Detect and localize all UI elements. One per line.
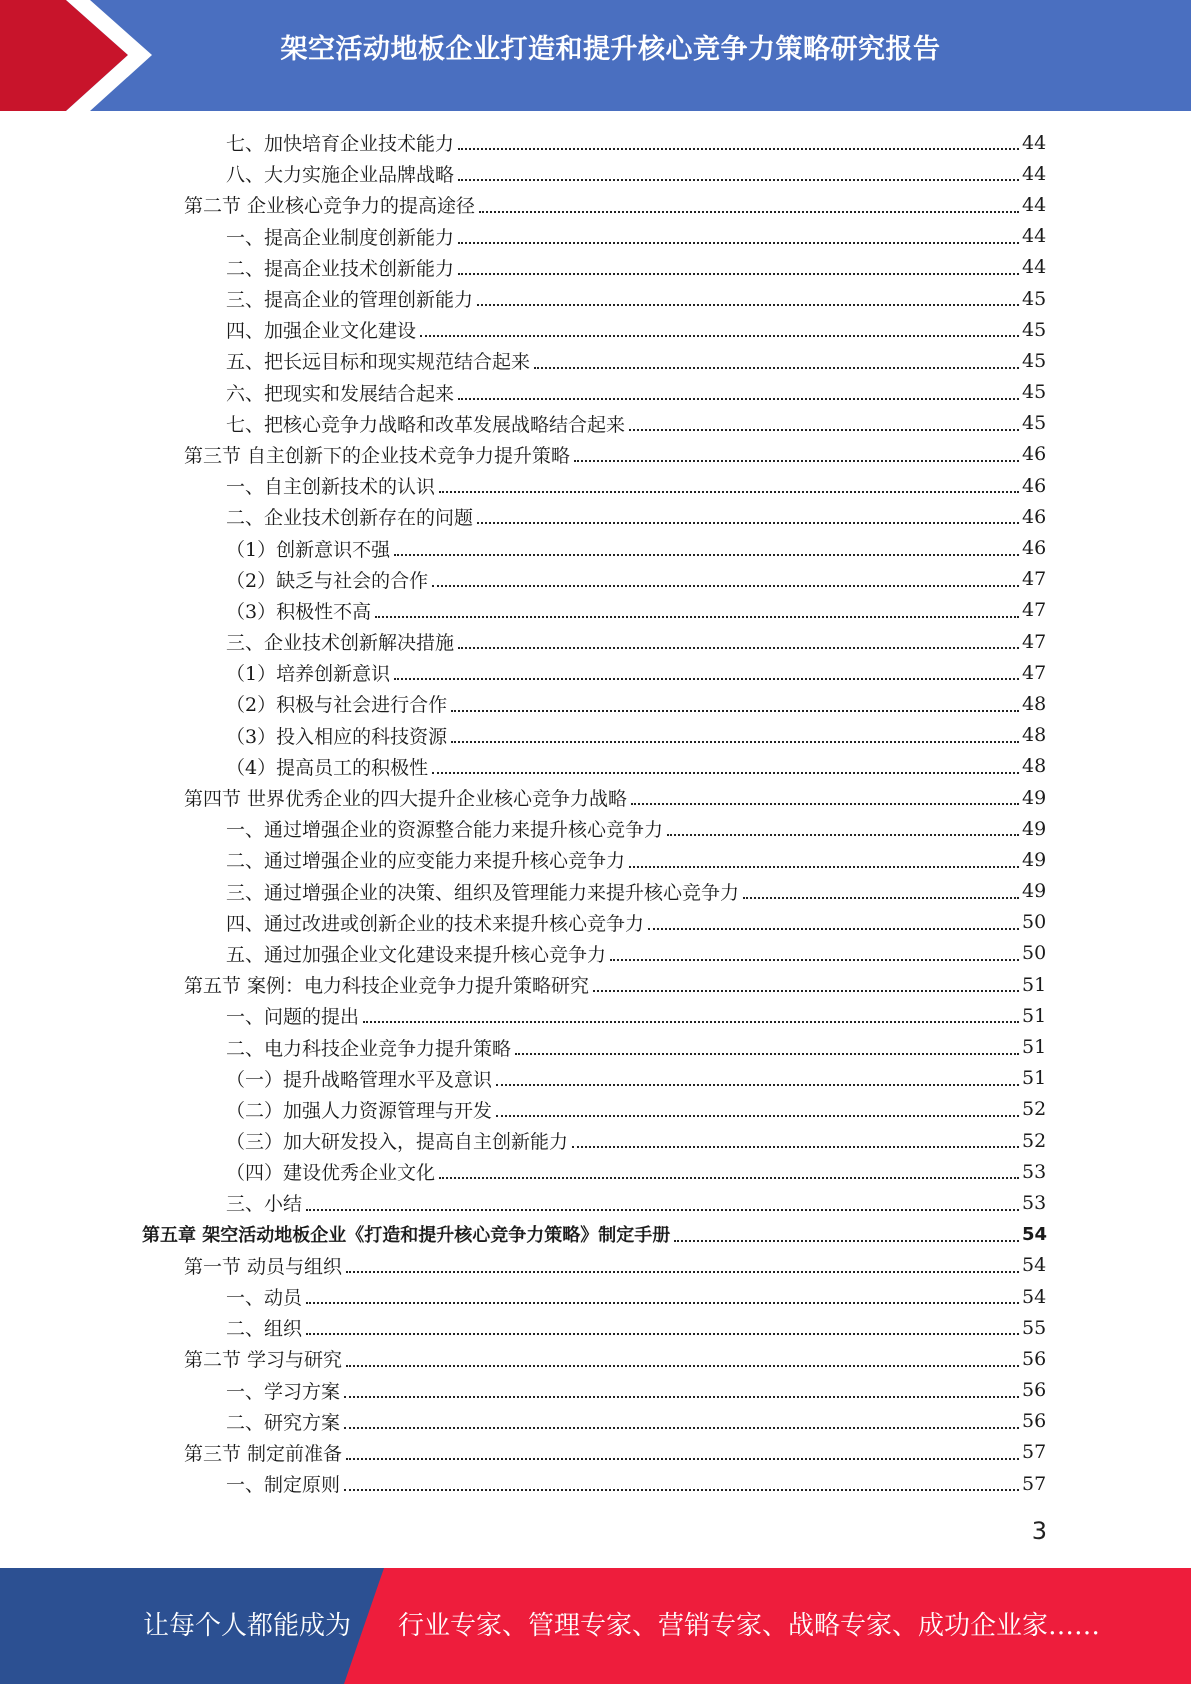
toc-page-number: 45 bbox=[1022, 287, 1047, 310]
toc-dot-leader bbox=[451, 705, 1019, 712]
toc-entry-title: 二、企业技术创新存在的问题 bbox=[226, 507, 474, 530]
toc-subsection-entry[interactable] bbox=[0, 1000, 1191, 1031]
toc-entry-title: （3）积极性不高 bbox=[226, 600, 372, 623]
page-footer bbox=[0, 1568, 1191, 1684]
toc-dot-leader bbox=[574, 455, 1019, 462]
toc-entry-title: （二）加强人力资源管理与开发 bbox=[226, 1099, 493, 1122]
toc-page-number: 44 bbox=[1022, 225, 1047, 248]
toc-dot-leader bbox=[346, 1360, 1019, 1367]
toc-subsection-entry[interactable] bbox=[0, 221, 1191, 252]
toc-entry-title: （1）培养创新意识 bbox=[226, 663, 391, 686]
toc-subsection-entry[interactable] bbox=[0, 470, 1191, 501]
toc-subsection-entry[interactable] bbox=[0, 408, 1191, 439]
toc-dot-leader bbox=[515, 1048, 1019, 1055]
toc-dot-leader bbox=[458, 237, 1019, 244]
toc-entry-title: 二、组织 bbox=[226, 1318, 303, 1341]
toc-entry-title: 四、加强企业文化建设 bbox=[226, 320, 417, 343]
toc-section-entry[interactable] bbox=[0, 969, 1191, 1000]
toc-page-number: 45 bbox=[1022, 381, 1047, 404]
toc-entry-title: 二、提高企业技术创新能力 bbox=[226, 257, 455, 280]
toc-dot-leader bbox=[477, 299, 1019, 306]
toc-entry-title: 一、通过增强企业的资源整合能力来提升核心竞争力 bbox=[226, 819, 664, 842]
toc-dot-leader bbox=[674, 1235, 1019, 1242]
toc-dot-leader bbox=[496, 1079, 1019, 1086]
toc-dot-leader bbox=[306, 1204, 1019, 1211]
toc-dot-leader bbox=[458, 143, 1019, 150]
toc-page-number: 47 bbox=[1022, 599, 1047, 622]
toc-page-number: 48 bbox=[1022, 692, 1047, 715]
toc-entry-title: 第三节 自主创新下的企业技术竞争力提升策略 bbox=[184, 444, 571, 467]
toc-entry-title: 一、学习方案 bbox=[226, 1380, 341, 1403]
toc-subsection-entry[interactable] bbox=[0, 345, 1191, 376]
toc-page-number: 47 bbox=[1022, 630, 1047, 653]
toc-subsection-entry[interactable] bbox=[0, 1063, 1191, 1094]
toc-entry-title: 二、研究方案 bbox=[226, 1411, 341, 1434]
toc-subsection-entry[interactable] bbox=[0, 377, 1191, 408]
toc-entry-title: 七、加快培育企业技术能力 bbox=[226, 133, 455, 156]
toc-page-number: 56 bbox=[1022, 1410, 1047, 1433]
toc-page-number: 48 bbox=[1022, 755, 1047, 778]
toc-subsection-entry[interactable] bbox=[0, 127, 1191, 158]
toc-entry-title: （2）缺乏与社会的合作 bbox=[226, 569, 429, 592]
toc-entry-title: （2）积极与社会进行合作 bbox=[226, 694, 448, 717]
toc-dot-leader bbox=[432, 767, 1019, 774]
toc-entry-title: 二、通过增强企业的应变能力来提升核心竞争力 bbox=[226, 850, 626, 873]
toc-dot-leader bbox=[477, 517, 1019, 524]
toc-page-number: 56 bbox=[1022, 1347, 1047, 1370]
toc-entry-title: 第二节 学习与研究 bbox=[184, 1349, 343, 1372]
toc-entry-title: 一、问题的提出 bbox=[226, 1006, 360, 1029]
toc-subsection-entry[interactable] bbox=[0, 252, 1191, 283]
toc-subsection-entry[interactable] bbox=[0, 938, 1191, 969]
toc-dot-leader bbox=[572, 1141, 1019, 1148]
toc-dot-leader bbox=[439, 1172, 1019, 1179]
toc-page-number: 48 bbox=[1022, 724, 1047, 747]
toc-dot-leader bbox=[458, 642, 1019, 649]
toc-dot-leader bbox=[306, 1328, 1019, 1335]
toc-page-number: 55 bbox=[1022, 1316, 1047, 1339]
toc-subsection-entry[interactable] bbox=[0, 1312, 1191, 1343]
toc-page-number: 51 bbox=[1022, 1067, 1047, 1090]
toc-entry-title: 二、电力科技企业竞争力提升策略 bbox=[226, 1037, 512, 1060]
toc-subsection-entry[interactable] bbox=[0, 595, 1191, 626]
toc-dot-leader bbox=[667, 829, 1019, 836]
footer-roles: 行业专家、管理专家、营销专家、战略专家、成功企业家…… bbox=[398, 1611, 1101, 1641]
toc-entry-title: 一、自主创新技术的认识 bbox=[226, 476, 436, 499]
toc-dot-leader bbox=[394, 673, 1019, 680]
toc-page-number: 49 bbox=[1022, 817, 1047, 840]
toc-subsection-entry[interactable] bbox=[0, 751, 1191, 782]
toc-subsection-entry[interactable] bbox=[0, 1375, 1191, 1406]
toc-entry-title: 三、企业技术创新解决措施 bbox=[226, 632, 455, 655]
toc-dot-leader bbox=[610, 954, 1019, 961]
toc-page-number: 57 bbox=[1022, 1441, 1047, 1464]
toc-dot-leader bbox=[306, 1297, 1019, 1304]
toc-subsection-entry[interactable] bbox=[0, 720, 1191, 751]
toc-page-number: 44 bbox=[1022, 256, 1047, 279]
toc-page-number: 46 bbox=[1022, 443, 1047, 466]
toc-entry-title: 第一节 动员与组织 bbox=[184, 1255, 343, 1278]
toc-page-number: 54 bbox=[1022, 1223, 1048, 1245]
toc-page-number: 45 bbox=[1022, 318, 1047, 341]
toc-subsection-entry[interactable] bbox=[0, 844, 1191, 875]
toc-subsection-entry[interactable] bbox=[0, 314, 1191, 345]
toc-subsection-entry[interactable] bbox=[0, 1094, 1191, 1125]
toc-page-number: 44 bbox=[1022, 193, 1047, 216]
toc-dot-leader bbox=[375, 611, 1019, 618]
toc-subsection-entry[interactable] bbox=[0, 1281, 1191, 1312]
toc-entry-title: 六、把现实和发展结合起来 bbox=[226, 382, 455, 405]
toc-dot-leader bbox=[534, 362, 1019, 369]
toc-subsection-entry[interactable] bbox=[0, 1031, 1191, 1062]
toc-entry-title: （一）提升战略管理水平及意识 bbox=[226, 1068, 493, 1091]
toc-dot-leader bbox=[496, 1110, 1019, 1117]
toc-entry-title: （1）创新意识不强 bbox=[226, 538, 391, 561]
toc-dot-leader bbox=[629, 861, 1019, 868]
toc-section-entry[interactable] bbox=[0, 1250, 1191, 1281]
toc-subsection-entry[interactable] bbox=[0, 813, 1191, 844]
toc-subsection-entry[interactable] bbox=[0, 876, 1191, 907]
toc-entry-title: 第四节 世界优秀企业的四大提升企业核心竞争力战略 bbox=[184, 788, 628, 811]
toc-page-number: 51 bbox=[1022, 1004, 1047, 1027]
toc-subsection-entry[interactable] bbox=[0, 283, 1191, 314]
toc-page-number: 53 bbox=[1022, 1160, 1047, 1183]
toc-subsection-entry[interactable] bbox=[0, 1125, 1191, 1156]
toc-page-number: 50 bbox=[1022, 911, 1047, 934]
toc-entry-title: 三、提高企业的管理创新能力 bbox=[226, 289, 474, 312]
toc-dot-leader bbox=[479, 206, 1019, 213]
toc-page-number: 46 bbox=[1022, 474, 1047, 497]
toc-entry-title: 五、通过加强企业文化建设来提升核心竞争力 bbox=[226, 943, 607, 966]
toc-page-number: 57 bbox=[1022, 1472, 1047, 1495]
toc-page-number: 50 bbox=[1022, 942, 1047, 965]
toc-subsection-entry[interactable] bbox=[0, 564, 1191, 595]
toc-subsection-entry[interactable] bbox=[0, 158, 1191, 189]
toc-entry-title: （四）建设优秀企业文化 bbox=[226, 1162, 436, 1185]
toc-entry-title: 四、通过改进或创新企业的技术来提升核心竞争力 bbox=[226, 912, 645, 935]
toc-page-number: 45 bbox=[1022, 349, 1047, 372]
toc-dot-leader bbox=[394, 549, 1019, 556]
toc-subsection-entry[interactable] bbox=[0, 1187, 1191, 1218]
toc-entry-title: 三、通过增强企业的决策、组织及管理能力来提升核心竞争力 bbox=[226, 881, 740, 904]
toc-dot-leader bbox=[648, 923, 1019, 930]
toc-dot-leader bbox=[593, 985, 1019, 992]
toc-dot-leader bbox=[363, 1016, 1019, 1023]
toc-subsection-entry[interactable] bbox=[0, 501, 1191, 532]
toc-dot-leader bbox=[458, 174, 1019, 181]
toc-dot-leader bbox=[432, 580, 1019, 587]
toc-page-number: 51 bbox=[1022, 973, 1047, 996]
toc-page-number: 52 bbox=[1022, 1129, 1047, 1152]
toc-page-number: 56 bbox=[1022, 1379, 1047, 1402]
toc-entry-title: 一、提高企业制度创新能力 bbox=[226, 226, 455, 249]
toc-subsection-entry[interactable] bbox=[0, 1406, 1191, 1437]
toc-entry-title: 七、把核心竞争力战略和改革发展战略结合起来 bbox=[226, 413, 626, 436]
toc-entry-title: 第五节 案例：电力科技企业竞争力提升策略研究 bbox=[184, 975, 590, 998]
toc-subsection-entry[interactable] bbox=[0, 1468, 1191, 1499]
toc-section-entry[interactable] bbox=[0, 189, 1191, 220]
toc-entry-title: 三、小结 bbox=[226, 1193, 303, 1216]
toc-page-number: 46 bbox=[1022, 505, 1047, 528]
toc-dot-leader bbox=[631, 798, 1019, 805]
page-number: 3 bbox=[1031, 1517, 1047, 1545]
toc-subsection-entry[interactable] bbox=[0, 626, 1191, 657]
toc-dot-leader bbox=[743, 892, 1019, 899]
toc-entry-title: （3）投入相应的科技资源 bbox=[226, 725, 448, 748]
toc-page-number: 44 bbox=[1022, 162, 1047, 185]
toc-page-number: 47 bbox=[1022, 568, 1047, 591]
toc-dot-leader bbox=[346, 1266, 1019, 1273]
toc-page-number: 44 bbox=[1022, 131, 1047, 154]
toc-entry-title: 第五章 架空活动地板企业《打造和提升核心竞争力策略》制定手册 bbox=[142, 1225, 671, 1247]
toc-dot-leader bbox=[458, 268, 1019, 275]
toc-subsection-entry[interactable] bbox=[0, 907, 1191, 938]
toc-chapter-entry[interactable] bbox=[0, 1219, 1191, 1250]
toc-subsection-entry[interactable] bbox=[0, 657, 1191, 688]
toc-dot-leader bbox=[439, 486, 1019, 493]
toc-section-entry[interactable] bbox=[0, 439, 1191, 470]
toc-entry-title: 八、大力实施企业品牌战略 bbox=[226, 164, 455, 187]
toc-page-number: 49 bbox=[1022, 848, 1047, 871]
toc-page-number: 51 bbox=[1022, 1036, 1047, 1059]
footer-slogan: 让每个人都能成为 bbox=[143, 1611, 352, 1641]
toc-dot-leader bbox=[451, 736, 1019, 743]
report-title: 架空活动地板企业打造和提升核心竞争力策略研究报告 bbox=[280, 34, 941, 65]
toc-page-number: 45 bbox=[1022, 412, 1047, 435]
toc-page-number: 46 bbox=[1022, 537, 1047, 560]
toc-dot-leader bbox=[344, 1422, 1019, 1429]
toc-subsection-entry[interactable] bbox=[0, 688, 1191, 719]
toc-page-number: 54 bbox=[1022, 1254, 1047, 1277]
toc-page-number: 47 bbox=[1022, 661, 1047, 684]
toc-entry-title: 一、制定原则 bbox=[226, 1474, 341, 1497]
page-header bbox=[0, 0, 1191, 111]
toc-dot-leader bbox=[344, 1484, 1019, 1491]
toc-entry-title: （三）加大研发投入，提高自主创新能力 bbox=[226, 1131, 569, 1154]
toc-subsection-entry[interactable] bbox=[0, 1156, 1191, 1187]
table-of-contents bbox=[0, 127, 1191, 1499]
toc-dot-leader bbox=[344, 1391, 1019, 1398]
toc-dot-leader bbox=[420, 330, 1019, 337]
toc-page-number: 49 bbox=[1022, 880, 1047, 903]
toc-page-number: 53 bbox=[1022, 1191, 1047, 1214]
toc-section-entry[interactable] bbox=[0, 1343, 1191, 1374]
toc-entry-title: 一、动员 bbox=[226, 1287, 303, 1310]
toc-entry-title: 第二节 企业核心竞争力的提高途径 bbox=[184, 195, 476, 218]
toc-section-entry[interactable] bbox=[0, 1437, 1191, 1468]
toc-subsection-entry[interactable] bbox=[0, 532, 1191, 563]
toc-entry-title: （4）提高员工的积极性 bbox=[226, 756, 429, 779]
toc-page-number: 49 bbox=[1022, 786, 1047, 809]
toc-page-number: 54 bbox=[1022, 1285, 1047, 1308]
toc-page-number: 52 bbox=[1022, 1098, 1047, 1121]
toc-dot-leader bbox=[346, 1453, 1019, 1460]
toc-entry-title: 第三节 制定前准备 bbox=[184, 1442, 343, 1465]
toc-dot-leader bbox=[458, 393, 1019, 400]
toc-section-entry[interactable] bbox=[0, 782, 1191, 813]
toc-dot-leader bbox=[629, 424, 1019, 431]
toc-entry-title: 五、把长远目标和现实规范结合起来 bbox=[226, 351, 531, 374]
